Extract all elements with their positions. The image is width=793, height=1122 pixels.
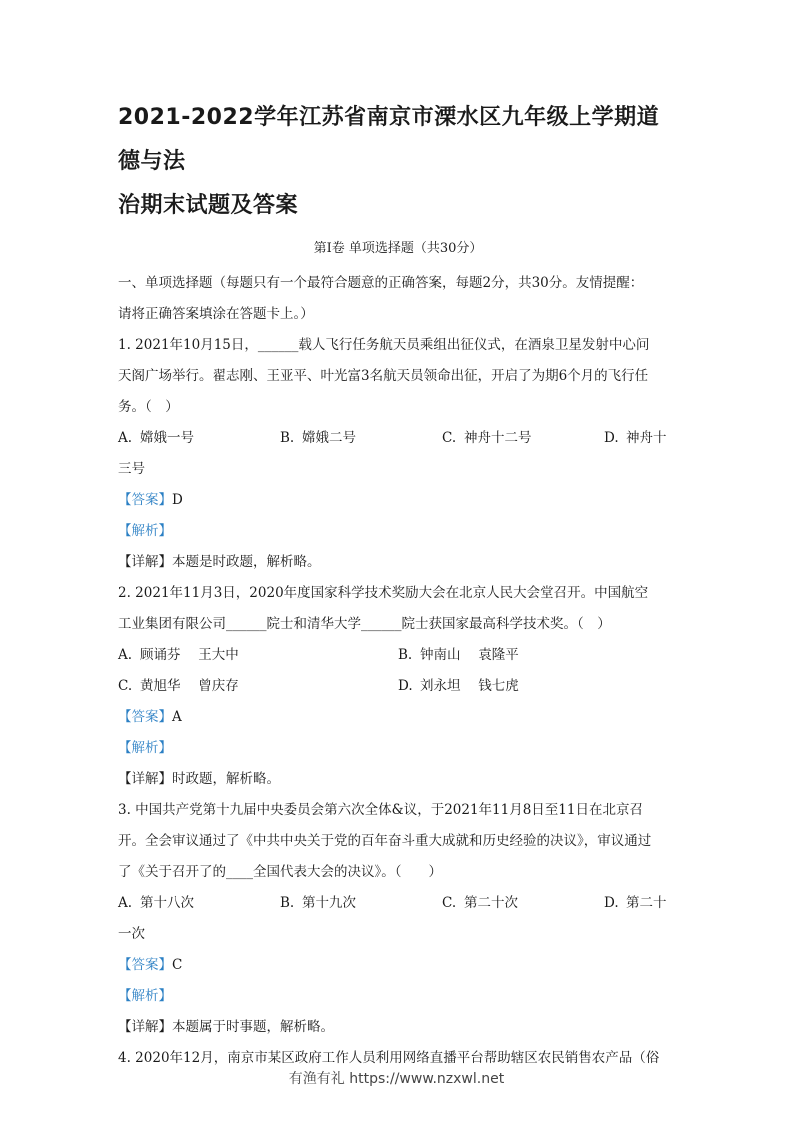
question-3 bbox=[118, 795, 678, 1043]
detail-line bbox=[118, 1012, 678, 1043]
detail-label: 【详解】 bbox=[118, 771, 172, 787]
option-c bbox=[118, 671, 398, 702]
option-overflow: 三号 bbox=[118, 461, 145, 477]
option-text: 钟南山 袁隆平 bbox=[420, 647, 519, 663]
title-line-2: 治期末试题及答案 bbox=[118, 193, 299, 218]
analysis-line bbox=[118, 733, 678, 764]
document-content bbox=[118, 96, 678, 1074]
question-text-line: 了《关于召开了的____全国代表大会的决议》。（ ） bbox=[118, 864, 442, 880]
option-b bbox=[398, 640, 678, 671]
option-letter: D. bbox=[398, 678, 413, 694]
option-letter: C. bbox=[442, 895, 457, 911]
answer-label: 【答案】 bbox=[118, 709, 172, 725]
option-letter: A. bbox=[118, 430, 133, 446]
options-row bbox=[118, 888, 678, 919]
option-text: 嫦娥一号 bbox=[140, 430, 194, 446]
option-c bbox=[442, 423, 604, 454]
answer-line bbox=[118, 950, 678, 981]
detail-text: 时政题，解析略。 bbox=[172, 771, 280, 787]
analysis-label: 【解析】 bbox=[118, 740, 172, 756]
question-text-line: 开。全会审议通过了《中共中央关于党的百年奋斗重大成就和历史经验的决议》，审议通过 bbox=[118, 833, 652, 849]
option-d bbox=[604, 888, 678, 919]
option-text: 第十九次 bbox=[302, 895, 356, 911]
option-text: 神舟十二号 bbox=[464, 430, 532, 446]
option-text: 顾诵芬 王大中 bbox=[140, 647, 239, 663]
question-text-line: 务。（ ） bbox=[118, 399, 179, 415]
option-letter: A. bbox=[118, 895, 133, 911]
question-text-line: 4. 2020年12月，南京市某区政府工作人员利用网络直播平台帮助辖区农民销售农产品（俗 bbox=[118, 1050, 660, 1066]
option-a bbox=[118, 423, 280, 454]
answer-label: 【答案】 bbox=[118, 957, 172, 973]
question-text-line: 2. 2021年11月3日，2020年度国家科学技术奖励大会在北京人民大会堂召开。中国航空 bbox=[118, 585, 649, 601]
analysis-line bbox=[118, 981, 678, 1012]
instructions-line-2: 请将正确答案填涂在答题卡上。） bbox=[118, 306, 314, 322]
detail-line bbox=[118, 547, 678, 578]
option-a bbox=[118, 888, 280, 919]
analysis-line bbox=[118, 516, 678, 547]
option-text: 第二十次 bbox=[464, 895, 518, 911]
detail-text: 本题是时政题，解析略。 bbox=[172, 554, 321, 570]
option-c bbox=[442, 888, 604, 919]
option-b bbox=[280, 423, 442, 454]
title-line-1: 2021-2022学年江苏省南京市溧水区九年级上学期道德与法 bbox=[118, 105, 660, 174]
answer-value: D bbox=[172, 492, 183, 508]
detail-label: 【详解】 bbox=[118, 1019, 172, 1035]
option-letter: C. bbox=[442, 430, 457, 446]
option-letter: C. bbox=[118, 678, 133, 694]
instructions-line-1: 一、单项选择题（每题只有一个最符合题意的正确答案，每题2分，共30分。友情提醒： bbox=[118, 275, 644, 291]
answer-line bbox=[118, 485, 678, 516]
question-text-line: 天阁广场举行。翟志刚、王亚平、叶光富3名航天员领命出征，开启了为期6个月的飞行任 bbox=[118, 368, 649, 384]
option-letter: D. bbox=[604, 430, 619, 446]
option-letter: D. bbox=[604, 895, 619, 911]
options-row bbox=[118, 423, 678, 454]
option-text: 第二十 bbox=[626, 895, 667, 911]
answer-label: 【答案】 bbox=[118, 492, 172, 508]
analysis-label: 【解析】 bbox=[118, 523, 172, 539]
detail-line bbox=[118, 764, 678, 795]
option-letter: B. bbox=[398, 647, 413, 663]
answer-value: A bbox=[172, 709, 182, 725]
option-text: 黄旭华 曾庆存 bbox=[140, 678, 239, 694]
footer-watermark: 有渔有礼 https://www.nzxwl.net bbox=[288, 1071, 505, 1087]
question-1 bbox=[118, 330, 678, 578]
option-letter: A. bbox=[118, 647, 133, 663]
option-b bbox=[280, 888, 442, 919]
detail-label: 【详解】 bbox=[118, 554, 172, 570]
detail-text: 本题属于时事题，解析略。 bbox=[172, 1019, 334, 1035]
option-d bbox=[398, 671, 678, 702]
option-text: 第十八次 bbox=[140, 895, 194, 911]
question-2 bbox=[118, 578, 678, 795]
document-title bbox=[118, 96, 678, 228]
option-a bbox=[118, 640, 398, 671]
option-text: 神舟十 bbox=[626, 430, 667, 446]
option-letter: B. bbox=[280, 895, 295, 911]
options-row bbox=[118, 640, 678, 671]
option-text: 刘永坦 钱七虎 bbox=[420, 678, 519, 694]
option-d bbox=[604, 423, 678, 454]
option-letter: B. bbox=[280, 430, 295, 446]
options-row bbox=[118, 671, 678, 702]
option-text: 嫦娥二号 bbox=[302, 430, 356, 446]
option-overflow: 一次 bbox=[118, 926, 145, 942]
question-text-line: 3. 中国共产党第十九届中央委员会第六次全体&议，于2021年11月8日至11日在北京召 bbox=[118, 802, 643, 818]
section-heading: 第Ⅰ卷 单项选择题（共30分） bbox=[313, 241, 483, 256]
question-text-line: 1. 2021年10月15日，______载人飞行任务航天员乘组出征仪式，在酒泉卫星发射中心问 bbox=[118, 337, 650, 353]
answer-line bbox=[118, 702, 678, 733]
analysis-label: 【解析】 bbox=[118, 988, 172, 1004]
answer-value: C bbox=[172, 957, 183, 973]
question-text-line: 工业集团有限公司______院士和清华大学______院士获国家最高科学技术奖。（ ） bbox=[118, 616, 611, 632]
